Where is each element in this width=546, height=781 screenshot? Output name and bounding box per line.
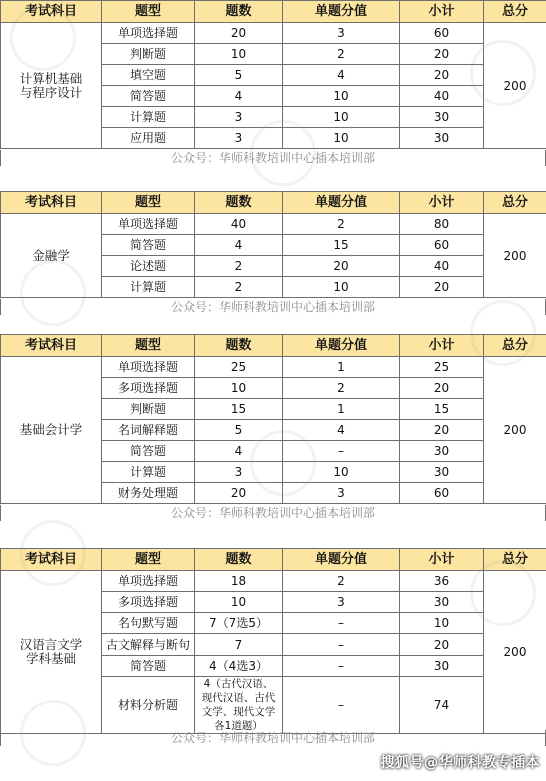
header-score: 单题分值 — [283, 192, 400, 214]
header-score: 单题分值 — [283, 1, 400, 23]
question-type: 论述题 — [102, 256, 195, 277]
score-per-question: 4 — [283, 420, 400, 441]
header-total: 总分 — [484, 192, 546, 214]
subject-name-line: 计算机基础 — [19, 70, 83, 86]
subtotal: 20 — [400, 634, 484, 656]
note-text: 公众号：华师科教培训中心插本培训部 — [0, 730, 546, 746]
table-header-row — [1, 192, 546, 214]
header-count: 题数 — [195, 192, 283, 214]
table-row — [1, 214, 546, 235]
question-type: 古文解释与断句 — [102, 634, 195, 656]
score-per-question: 1 — [283, 399, 400, 420]
subject-name-line: 金融学 — [32, 247, 70, 263]
table-header-row — [1, 549, 546, 571]
question-type: 简答题 — [102, 235, 195, 256]
subject-cell — [1, 214, 102, 298]
subtotal: 60 — [400, 483, 484, 504]
question-type: 简答题 — [102, 86, 195, 107]
question-count: 18 — [195, 571, 283, 592]
score-per-question: 3 — [283, 483, 400, 504]
subtotal: 20 — [400, 378, 484, 399]
question-type: 填空题 — [102, 65, 195, 86]
header-total: 总分 — [484, 335, 546, 357]
header-type: 题型 — [102, 1, 195, 23]
score-per-question: 10 — [283, 107, 400, 128]
subject-cell — [1, 357, 102, 504]
question-count: 3 — [195, 107, 283, 128]
question-count: 5 — [195, 65, 283, 86]
subtotal: 36 — [400, 571, 484, 592]
score-per-question: 10 — [283, 86, 400, 107]
question-type: 多项选择题 — [102, 378, 195, 399]
question-count: 10 — [195, 378, 283, 399]
score-per-question: 4 — [283, 65, 400, 86]
question-type: 单项选择题 — [102, 214, 195, 235]
header-subject: 考试科目 — [1, 192, 102, 214]
score-per-question: 10 — [283, 128, 400, 149]
header-subtotal: 小计 — [400, 1, 484, 23]
total-score: 200 — [484, 23, 546, 149]
question-type: 材料分析题 — [102, 677, 195, 734]
header-count: 题数 — [195, 1, 283, 23]
score-per-question: 3 — [283, 592, 400, 613]
score-per-question: 20 — [283, 256, 400, 277]
header-score: 单题分值 — [283, 335, 400, 357]
question-count: 2 — [195, 256, 283, 277]
score-per-question: 2 — [283, 571, 400, 592]
header-type: 题型 — [102, 335, 195, 357]
header-count: 题数 — [195, 335, 283, 357]
table-row — [1, 23, 546, 44]
note-text: 公众号：华师科教培训中心插本培训部 — [0, 505, 546, 521]
question-count: 4（4选3） — [195, 656, 283, 677]
header-subject: 考试科目 — [1, 549, 102, 571]
subject-name-line: 学科基础 — [25, 651, 76, 666]
score-per-question: – — [283, 677, 400, 734]
question-count: 4 — [195, 235, 283, 256]
header-subject: 考试科目 — [1, 1, 102, 23]
subject-name-line: 基础会计学 — [19, 422, 83, 437]
score-per-question: – — [283, 441, 400, 462]
subtotal: 30 — [400, 462, 484, 483]
subtotal: 20 — [400, 44, 484, 65]
score-per-question: 3 — [283, 23, 400, 44]
total-score: 200 — [484, 214, 546, 298]
question-count: 20 — [195, 483, 283, 504]
subtotal: 10 — [400, 613, 484, 634]
subtotal: 80 — [400, 214, 484, 235]
score-per-question: 10 — [283, 462, 400, 483]
subtotal: 74 — [400, 677, 484, 734]
question-type: 简答题 — [102, 441, 195, 462]
question-type: 名词解释题 — [102, 420, 195, 441]
question-type: 单项选择题 — [102, 357, 195, 378]
note-text: 公众号：华师科教培训中心插本培训部 — [0, 150, 546, 166]
table-row — [1, 571, 546, 592]
question-type: 简答题 — [102, 656, 195, 677]
exam-table-section-1 — [0, 0, 546, 149]
question-count: 7（7选5） — [195, 613, 283, 634]
header-subtotal: 小计 — [400, 549, 484, 571]
question-type: 计算题 — [102, 277, 195, 298]
question-count: 4 — [195, 86, 283, 107]
question-count — [195, 677, 283, 734]
question-type: 判断题 — [102, 399, 195, 420]
note-text: 公众号：华师科教培训中心插本培训部 — [0, 299, 546, 315]
total-score: 200 — [484, 571, 546, 734]
question-type: 计算题 — [102, 107, 195, 128]
score-per-question: 2 — [283, 214, 400, 235]
question-count-line: 现代汉语、古代 — [201, 692, 276, 704]
score-per-question: – — [283, 656, 400, 677]
table-header-row — [1, 1, 546, 23]
subtotal: 30 — [400, 107, 484, 128]
header-total: 总分 — [484, 549, 546, 571]
subtotal: 30 — [400, 441, 484, 462]
header-subject: 考试科目 — [1, 335, 102, 357]
question-count: 4 — [195, 441, 283, 462]
score-per-question: 10 — [283, 277, 400, 298]
question-type: 财务处理题 — [102, 483, 195, 504]
header-subtotal: 小计 — [400, 192, 484, 214]
question-type: 计算题 — [102, 462, 195, 483]
question-count: 25 — [195, 357, 283, 378]
score-per-question: – — [283, 634, 400, 656]
subtotal: 20 — [400, 420, 484, 441]
question-count-line: 文学、现代文学 — [201, 706, 276, 718]
subtotal: 60 — [400, 235, 484, 256]
watermark-text: 搜狐号@华师科教专插本 — [380, 755, 540, 771]
question-count: 40 — [195, 214, 283, 235]
question-count-line: 各1道题） — [214, 720, 263, 732]
header-score: 单题分值 — [283, 549, 400, 571]
question-count: 10 — [195, 592, 283, 613]
exam-table-section-2 — [0, 191, 546, 298]
subtotal: 20 — [400, 65, 484, 86]
score-per-question: 15 — [283, 235, 400, 256]
total-score: 200 — [484, 357, 546, 504]
subject-name-line: 汉语言文学 — [19, 637, 83, 652]
header-subtotal: 小计 — [400, 335, 484, 357]
score-per-question: 2 — [283, 44, 400, 65]
question-count-line: 4（古代汉语、 — [203, 678, 274, 690]
score-per-question: – — [283, 613, 400, 634]
question-type: 应用题 — [102, 128, 195, 149]
question-type: 单项选择题 — [102, 571, 195, 592]
subject-name-line: 与程序设计 — [19, 84, 83, 100]
question-count: 15 — [195, 399, 283, 420]
question-count: 20 — [195, 23, 283, 44]
question-count: 2 — [195, 277, 283, 298]
subtotal: 60 — [400, 23, 484, 44]
question-type: 名句默写题 — [102, 613, 195, 634]
score-per-question: 2 — [283, 378, 400, 399]
subtotal: 30 — [400, 656, 484, 677]
table-header-row — [1, 335, 546, 357]
subtotal: 15 — [400, 399, 484, 420]
subtotal: 20 — [400, 277, 484, 298]
exam-table-section-3 — [0, 334, 546, 504]
table-row — [1, 357, 546, 378]
question-type: 判断题 — [102, 44, 195, 65]
score-per-question: 1 — [283, 357, 400, 378]
question-type: 多项选择题 — [102, 592, 195, 613]
subject-cell — [1, 571, 102, 734]
question-type: 单项选择题 — [102, 23, 195, 44]
header-total: 总分 — [484, 1, 546, 23]
question-count: 10 — [195, 44, 283, 65]
header-type: 题型 — [102, 192, 195, 214]
header-count: 题数 — [195, 549, 283, 571]
subtotal: 30 — [400, 592, 484, 613]
question-count: 7 — [195, 634, 283, 656]
question-count: 3 — [195, 128, 283, 149]
question-count: 3 — [195, 462, 283, 483]
exam-table-section-4 — [0, 548, 546, 734]
subtotal: 40 — [400, 86, 484, 107]
question-count: 5 — [195, 420, 283, 441]
subject-cell — [1, 23, 102, 149]
subtotal: 30 — [400, 128, 484, 149]
header-type: 题型 — [102, 549, 195, 571]
subtotal: 40 — [400, 256, 484, 277]
subtotal: 25 — [400, 357, 484, 378]
